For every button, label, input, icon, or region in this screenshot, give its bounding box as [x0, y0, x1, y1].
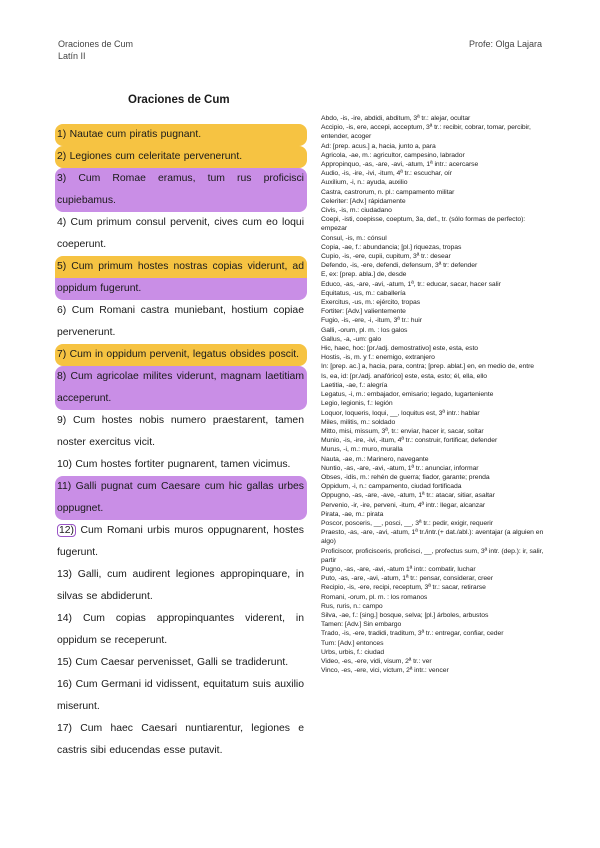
vocabulary-entry: Coepi, -isti, coepisse, coeptum, 3a, def., tr. (sólo formas de perfecto): empezar — [321, 216, 526, 233]
vocabulary-entry: Munio, -is, -ire, -ivi, -itum, 4ª tr.: construir, fortificar, defender — [321, 437, 498, 445]
vocabulary-entry: Video, -es, -ere, vidi, visum, 2ª tr.: ver — [321, 657, 432, 665]
vocabulary-entry: Audio, -is, -ire, -ivi, -itum, 4ª tr.: escuchar, oír — [321, 170, 452, 178]
vocabulary-entry: Obses, -idis, m.: rehén de guerra; fiador, garante; prenda — [321, 473, 490, 481]
vocabulary-entry: Pervenio, -ir, -ire, perveni, -itum, 4ª intr.: llegar, alcanzar — [321, 501, 486, 509]
header-doc-name: Oraciones de Cum — [58, 39, 134, 49]
header-left — [58, 38, 133, 62]
sentence-number: 8) — [57, 371, 67, 382]
vocabulary-entry: E, ex: [prep. abla.] de, desde — [321, 271, 407, 279]
vocabulary-entry: Educo, -as, -are, -avi, -atum, 1ª, tr.: educar, sacar, hacer salir — [321, 280, 501, 288]
vocabulary-entry: In: [prep. ac.] a, hacia, para, contra; [prep. ablat.] en, en medio de, entre — [321, 363, 535, 371]
sentence-item — [55, 520, 307, 564]
vocabulary-entry: Tum: [Adv.] entonces — [321, 639, 384, 647]
sentence-item — [55, 476, 307, 520]
sentence-item — [55, 168, 307, 212]
vocabulary-entry: Miles, militis, m.: soldado — [321, 418, 396, 426]
sentence-text: Cum Romae eramus, tum rus proficisci cupiebamus. — [57, 173, 304, 206]
sentence-item — [55, 608, 307, 652]
vocabulary-entry: Defendo, -is, -ere, defendi, defensum, 3ª tr: defender — [321, 262, 478, 270]
vocabulary-entry: Appropinquo, -as, -are, -avi, -atum, 1ª intr.: acercarse — [321, 161, 479, 169]
sentence-text: Cum hostes nobis numero praestarent, tamen noster exercitus vicit. — [57, 415, 304, 448]
sentence-number: 13) — [57, 569, 73, 580]
vocabulary-entry: Puto, -as, -are, -avi, -atum, 1ª tr.: pensar, considerar, creer — [321, 575, 494, 583]
sentence-item — [55, 344, 307, 366]
sentence-item — [55, 718, 307, 762]
vocabulary-entry: Trado, -is, -ere, tradidi, traditum, 3ª tr.: entregar, confiar, ceder — [321, 630, 504, 638]
vocabulary-entry: Gallus, -a, -um: galo — [321, 335, 382, 343]
vocabulary-entry: Silva, -ae, f.: [sing.] bosque, selva; [pl.] árboles, arbustos — [321, 611, 489, 619]
vocabulary-entry: Fortiter: [Adv.] valientemente — [321, 308, 406, 316]
vocabulary-entry: Auxilium, -i, n.: ayuda, auxilio — [321, 179, 408, 187]
vocabulary-entry: Celeriter: [Adv.] rápidamente — [321, 197, 406, 205]
sentence-text: Cum copias appropinquantes viderent, in oppidum se receperunt. — [57, 613, 304, 646]
sentence-number: 2) — [57, 151, 67, 162]
vocabulary-entry: Vinco, -es, -ere, vici, victum, 2ª intr.: vencer — [321, 667, 449, 675]
vocabulary-entry: Poscor, posceris, __, posci, __, 3ª tr.: pedir, exigir, requerir — [321, 519, 493, 527]
sentence-text: Cum Germani id vidissent, equitatum suis auxilio miserunt. — [57, 679, 304, 712]
vocabulary-entry: Mitto, misi, missum, 3ª, tr.: enviar, hacer ir, sacar, soltar — [321, 427, 484, 435]
sentence-item — [55, 366, 307, 410]
sentence-item — [55, 652, 307, 674]
sentence-number: 16) — [57, 679, 73, 690]
sentence-number: 17) — [57, 723, 73, 734]
vocabulary-entry: Equitatus, -us, m.: caballería — [321, 289, 406, 297]
sentence-number: 6) — [57, 305, 67, 316]
vocabulary-entry: Copia, -ae, f.: abundancia; [pl.] riquezas, tropas — [321, 243, 462, 251]
sentence-number: 5) — [57, 261, 67, 272]
vocabulary-entry: Pugno, -as, -are, -avi, -atum 1ª intr.: combatir, luchar — [321, 565, 476, 573]
vocabulary-entry: Hic, haec, hoc: [pr./adj. demostrativo] este, esta, esto — [321, 345, 479, 353]
vocabulary-entry: Civis, -is, m.: ciudadano — [321, 207, 392, 215]
sentence-text: Cum primum hostes nostras copias viderunt, ad oppidum fugerunt. — [57, 261, 304, 294]
vocabulary-entry: Proficiscor, proficisceris, proficisci, __, profectus sum, 3ª intr. (dep.): ir, salir, partir — [321, 547, 544, 564]
sentence-text: Cum Romani castra muniebant, hostium copiae pervenerunt. — [57, 305, 304, 338]
vocabulary-entry: Consul, -is, m.: cónsul — [321, 234, 387, 242]
vocabulary-entry: Tamen: [Adv.] Sin embargo — [321, 621, 402, 629]
sentence-number: 12) — [59, 525, 75, 536]
page-title: Oraciones de Cum — [128, 94, 230, 106]
sentence-text: Galli, cum audirent legiones appropinquare, in silvas se abdiderunt. — [57, 569, 304, 602]
vocabulary-entry: Abdo, -is, -ire, abdidi, abditum, 3ª tr.: alejar, ocultar — [321, 115, 471, 122]
sentence-number: 9) — [57, 415, 67, 426]
sentence-number: 7) — [57, 349, 67, 360]
sentence-text: Cum primum consul pervenit, cives cum eo loqui coeperunt. — [57, 217, 304, 250]
sentence-item — [55, 124, 307, 146]
sentence-number: 3) — [57, 173, 67, 184]
vocabulary-entry: Praesto, -as, -are, -avi, -atum, 1ª tr./intr.(+ dat./abl.): aventajar (a alguien en algo) — [321, 529, 544, 546]
vocabulary-entry: Oppugno, -as, -are, -ave, -atum, 1ª tr.: atacar, sitiar, asaltar — [321, 492, 495, 500]
sentence-text: Cum in oppidum pervenit, legatus obsides poscit. — [66, 349, 300, 360]
vocabulary-entry: Galli, -orum, pl. m. : los galos — [321, 326, 408, 334]
vocabulary-entry: Loquor, loqueris, loqui, __, loquitus est, 3ª intr.: hablar — [321, 409, 480, 417]
sentence-item — [55, 410, 307, 454]
header-teacher: Profe: Olga Lajara — [468, 39, 542, 49]
sentence-item — [55, 256, 307, 300]
sentence-text: Cum haec Caesari nuntiarentur, legiones e castris sibi educendas esse putavit. — [57, 723, 304, 756]
sentence-item — [55, 212, 307, 256]
vocabulary-entry: Exercitus, -us, m.: ejército, tropas — [321, 299, 421, 307]
vocabulary-entry: Urbs, urbis, f.: ciudad — [321, 648, 385, 656]
vocabulary-entry: Agricola, -ae, m.: agricultor, campesino, labrador — [321, 151, 465, 159]
vocabulary-entry: Rus, ruris, n.: campo — [321, 602, 383, 610]
vocabulary-entry: Nauta, -ae, m.: Marinero, navegante — [321, 455, 429, 463]
vocabulary-entry: Legio, legionis, f.: legión — [321, 400, 393, 408]
sentence-number: 14) — [57, 613, 73, 624]
vocabulary-entry: Ad: [prep. acus.] a, hacia, junto a, para — [321, 142, 436, 150]
sentence-item — [55, 564, 307, 608]
vocabulary-entry: Cupio, -is, -ere, cupii, cupitum, 3ª tr.: desear — [321, 253, 451, 261]
vocabulary-entry: Oppidum, -i, n.: campamento, ciudad fortificada — [321, 483, 462, 491]
vocabulary-entry: Is, ea, id: [pr./adj. anafórico] este, esta, esto; él, ella, ello — [321, 372, 488, 380]
sentence-text: Cum Romani urbis muros oppugnarent, hostes fugerunt. — [57, 525, 304, 558]
sentence-number: 4) — [57, 217, 67, 228]
sentence-text: Cum Caesar pervenisset, Galli se tradiderunt. — [72, 657, 289, 668]
vocabulary-entry: Fugio, -is, -ere, -i, -itum, 3ª tr.: huir — [321, 317, 422, 325]
sentence-number: 11) — [57, 481, 72, 492]
sentence-text: Nautae cum piratis pugnant. — [66, 129, 202, 140]
sentence-item — [55, 454, 307, 476]
vocabulary-entry: Legatus, -i, m.: embajador, emisario; legado, lugarteniente — [321, 391, 494, 399]
sentence-text: Galli pugnat cum Caesare cum hic gallas urbes oppugnet. — [57, 481, 304, 514]
vocabulary-list — [321, 114, 549, 675]
sentence-list — [55, 124, 307, 762]
sentence-number: 1) — [57, 129, 67, 140]
sentence-number: 10) — [57, 459, 73, 470]
sentence-number: 15) — [57, 657, 73, 668]
vocabulary-entry: Pirata, -ae, m.: pirata — [321, 510, 384, 518]
vocabulary-entry: Accipio, -is, ere, accepi, acceptum, 3ª tr.: recibir, cobrar, tomar, percibir, entender, acoger — [321, 124, 531, 141]
vocabulary-entry: Recipio, -is, -ere, recipi, receptum, 3ª tr.: sacar, retirarse — [321, 584, 486, 592]
sentence-text: Cum hostes fortiter pugnarent, tamen vicimus. — [72, 459, 291, 470]
vocabulary-entry: Nuntio, -as, -are, -avi, -atum, 1ª tr.: anunciar, informar — [321, 464, 479, 472]
vocabulary-entry: Hostis, -is, m. y f.: enemigo, extranjero — [321, 354, 435, 362]
vocabulary-entry: Murus, -i, m.: muro, muralla — [321, 446, 403, 454]
vocabulary-entry: Castra, castrorum, n. pl.: campamento militar — [321, 188, 455, 196]
sentence-item — [55, 674, 307, 718]
vocabulary-entry: Laetitia, -ae, f.: alegría — [321, 381, 388, 389]
sentence-item — [55, 146, 307, 168]
header-course: Latín II — [58, 51, 86, 61]
sentence-text: Legiones cum celeritate pervenerunt. — [66, 151, 243, 162]
vocabulary-entry: Romani, -orum, pl. m. : los romanos — [321, 593, 428, 601]
sentence-item — [55, 300, 307, 344]
sentence-text: Cum agricolae milites viderunt, magnam laetitiam acceperunt. — [57, 371, 304, 404]
